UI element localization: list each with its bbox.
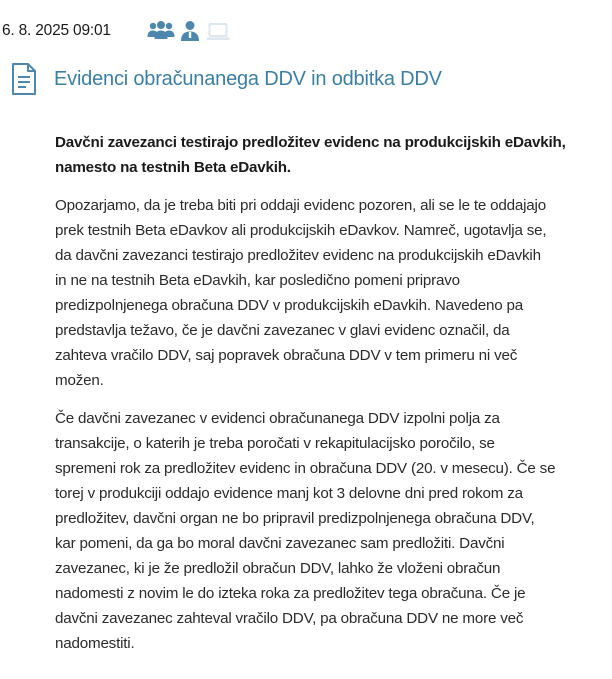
text-line: predložitev, davčni organ ne bo pripravil predizpolnjenega obračuna DDV, [55,510,535,527]
article-lead [55,130,595,180]
article-body [55,130,595,669]
paragraph-1 [55,193,595,393]
text-line: prek testnih Beta eDavkov ali produkcijskih eDavkov. Namreč, ugotavlja se, [55,222,547,239]
text-line: davčni zavezanec zahteval vračilo DDV, pa obračuna DDV ne more več [55,610,524,627]
text-line: predizpolnjenega obračuna DDV v produkcijskih eDavkih. Navedeno pa [55,297,524,314]
text-line: Če davčni zavezanec v evidenci obračunanega DDV izpolni polja za [55,410,500,427]
text-line: predstavlja težavo, če je davčni zavezanec v glavi evidenc označil, da [55,322,510,339]
person-icon [179,20,201,42]
text-line: možen. [55,372,104,389]
laptop-icon [206,20,230,42]
people-group-icon [147,20,175,42]
article-title-row [10,62,442,96]
document-icon [10,62,38,96]
text-line: transakcije, o katerih je treba poročati v rekapitulacijsko poročilo, se [55,435,495,452]
text-line: zavezanec, ki je že predložil obračun DDV, lahko že vloženi obračun [55,560,501,577]
text-line: torej v produkciji oddajo evidence manj kot 3 delovne dni pred rokom za [55,485,523,502]
text-line: nadomestiti. [55,635,135,652]
text-line: da davčni zavezanci testirajo predložitev evidenc na produkcijskih eDavkih [55,247,541,264]
text-line: nadomesti z novim le do izteka roka za predložitev tega obračuna. Če je [55,585,526,602]
text-line: Opozarjamo, da je treba biti pri oddaji evidenc pozoren, ali se le te oddajajo [55,197,546,214]
article-title[interactable]: Evidenci obračunanega DDV in odbitka DDV [54,67,442,90]
lead-line: Davčni zavezanci testirajo predložitev evidenc na produkcijskih eDavkih, [55,134,566,151]
text-line: in ne na testnih Beta eDavkih, kar posledično pomeni pripravo [55,272,460,289]
publish-date: 6. 8. 2025 09:01 [2,22,111,39]
paragraph-2 [55,406,595,656]
audience-icons [147,20,230,42]
text-line: zahteva vračilo DDV, saj popravek obračuna DDV v tem primeru ni več [55,347,518,364]
lead-line: namesto na testnih Beta eDavkih. [55,159,291,176]
text-line: spremeni rok za predložitev evidenc in obračuna DDV (20. v mesecu). Če se [55,460,556,477]
article-meta-bar [0,19,230,43]
text-line: kar pomeni, da ga bo moral davčni zavezanec sam predložiti. Davčni [55,535,505,552]
